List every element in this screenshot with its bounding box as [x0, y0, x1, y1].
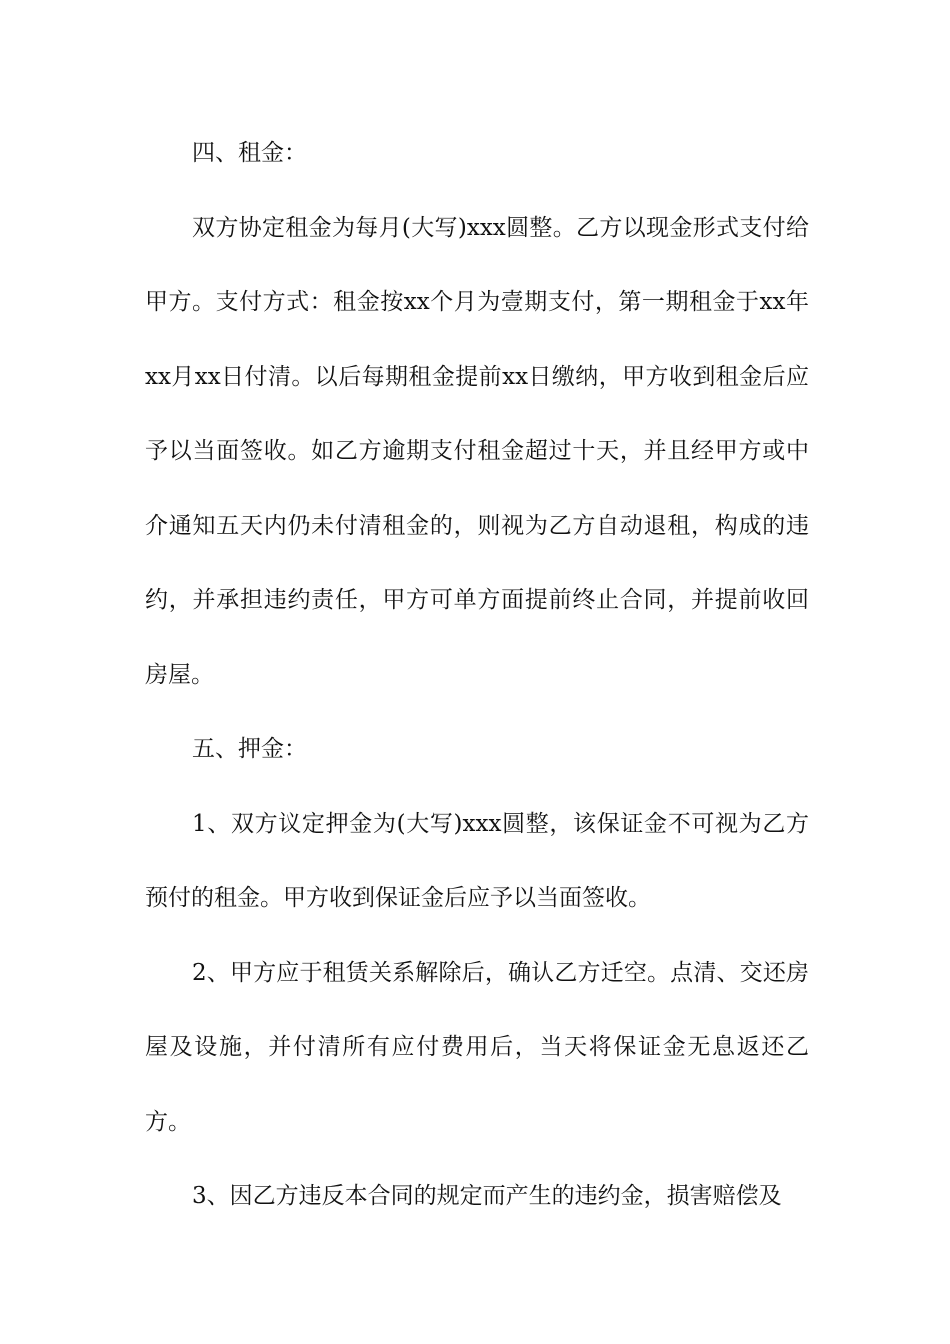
- section-heading-rent: 四、租金：: [192, 140, 307, 166]
- section-heading-deposit: 五、押金：: [192, 736, 307, 762]
- paragraph-deposit-1: 1、双方议定押金为(大写)xxx圆整，该保证金不可视为乙方预付的租金。甲方收到保证金后应予以当面签收。: [145, 810, 809, 911]
- paragraph-rent-terms: 双方协定租金为每月(大写)xxx圆整。乙方以现金形式支付给甲方。支付方式：租金按xx个月为壹期支付，第一期租金于xx年xx月xx日付清。以后每期租金提前xx日缴纳，甲方收到租金后应予以当面签收。如乙方逾期支付租金超过十天，并且经甲方或中介通知五天内仍未付清租金的，则视为乙方自动退租，构成的违约，并承担违约责任，甲方可单方面提前终止合同，并提前收回房屋。: [145, 214, 809, 688]
- paragraph-deposit-2: 2、甲方应于租赁关系解除后，确认乙方迁空。点清、交还房屋及设施，并付清所有应付费用后，当天将保证金无息返还乙方。: [145, 959, 809, 1135]
- document-body: [145, 116, 809, 1234]
- paragraph-deposit-3: 3、因乙方违反本合同的规定而产生的违约金，损害赔偿及: [192, 1183, 782, 1209]
